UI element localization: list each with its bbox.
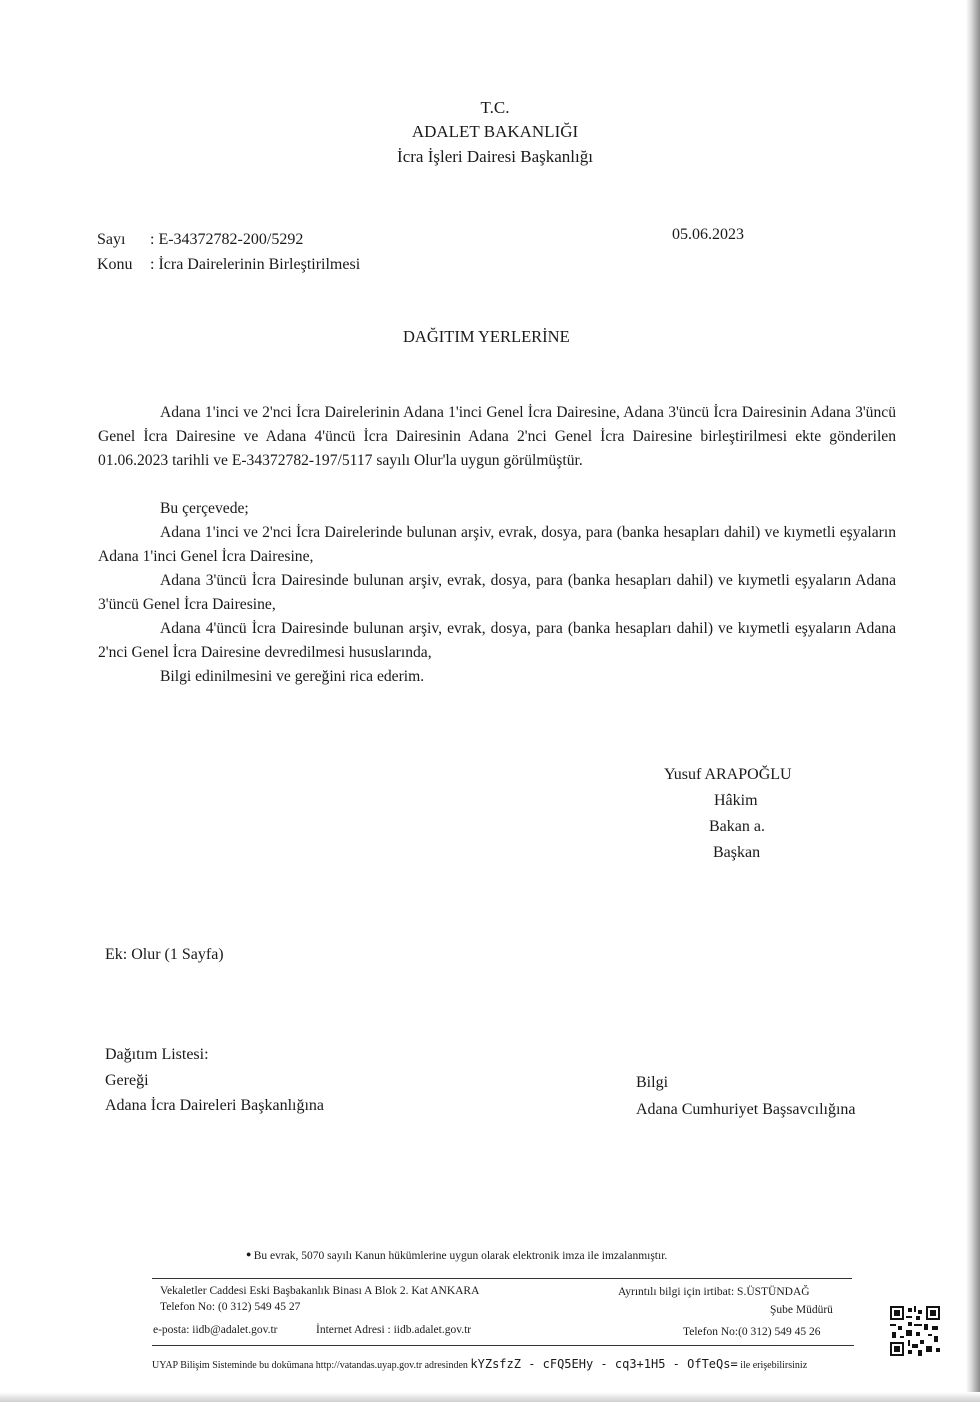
qr-code [890, 1306, 940, 1356]
footer-contact: Ayrıntılı bilgi için irtibat: S.ÜSTÜNDAĞ [618, 1286, 810, 1298]
uyap-prefix: UYAP Bilişim Sisteminde bu dokümana http://vatandas.uyap.gov.tr adresinden [152, 1360, 468, 1371]
signatory-title: Hâkim [714, 792, 758, 809]
body-paragraph-1: Adana 1'inci ve 2'nci İcra Dairelerinin Adana 1'inci Genel İcra Dairesine, Adana 3'üncü İcra Dairesinin Adana 3'üncü Genel İcra Dairesine ve Adana 4'üncü İcra Dairesinin Adana 2'nci Genel İcra Dairesine birleştirilmesi ekte gönderilen 01.06.2023 tarihli ve E-34372782-197/5117 sayılı Olur'la uygun görülmüştür. [98, 404, 896, 469]
body-paragraph-5: Adana 4'üncü İcra Dairesinde bulunan arşiv, evrak, dosya, para (banka hesapları dahil) ve kıymetli eşyaların Adana 2'nci Genel İcra Dairesine devredilmesi hususlarında, [98, 620, 896, 661]
footer-bottom-rule [152, 1345, 854, 1346]
sayi-label: Sayı [97, 231, 126, 248]
distribution-heading: Dağıtım Listesi: [105, 1046, 209, 1063]
signatory-on-behalf: Bakan a. [709, 818, 765, 835]
sayi-value: : E-34372782-200/5292 [150, 231, 304, 248]
body-paragraph-3: Adana 1'inci ve 2'nci İcra Dairelerinde bulunan arşiv, evrak, dosya, para (banka hesapları dahil) ve kıymetli eşyaların Adana 1'inci Genel İcra Dairesine, [98, 524, 896, 565]
signatory-role: Başkan [713, 844, 761, 861]
footer-phone: Telefon No: (0 312) 549 45 27 [160, 1301, 301, 1313]
attachment-note: Ek: Olur (1 Sayfa) [105, 946, 224, 963]
body-paragraph-2: Bu çerçevede; [160, 500, 249, 517]
esign-note-text: Bu evrak, 5070 sayılı Kanun hükümlerine uygun olarak elektronik imza ile imzalanmıştır. [253, 1250, 668, 1262]
bullet-icon: ● [246, 1249, 254, 1259]
footer-address: Vekaletler Caddesi Eski Başbakanlık Binası A Blok 2. Kat ANKARA [160, 1285, 480, 1297]
header-department: İcra İşleri Dairesi Başkanlığı [397, 147, 593, 166]
distribution-gerekli-label: Gereği [105, 1072, 149, 1089]
uyap-verification-code: kYZsfzZ - cFQ5EHy - cq3+1H5 - OfTeQs= [470, 1357, 738, 1371]
distribution-bilgi-item: Adana Cumhuriyet Başsavcılığına [636, 1101, 856, 1118]
konu-label: Konu [97, 256, 133, 273]
header-ministry: ADALET BAKANLIĞI [411, 122, 579, 141]
footer-web: İnternet Adresi : iidb.adalet.gov.tr [316, 1324, 472, 1336]
body-paragraph-6: Bilgi edinilmesini ve gereğini rica ederim. [160, 668, 425, 685]
signatory-name: Yusuf ARAPOĞLU [664, 766, 792, 783]
footer-email: e-posta: iidb@adalet.gov.tr [153, 1324, 278, 1336]
footer-contact-phone: Telefon No:(0 312) 549 45 26 [683, 1326, 821, 1338]
distribution-gerekli-item: Adana İcra Daireleri Başkanlığına [105, 1097, 325, 1114]
scan-bottom-edge [0, 1392, 980, 1402]
header-tc: T.C. [480, 98, 510, 117]
distribution-bilgi-label: Bilgi [636, 1074, 669, 1091]
addressee: DAĞITIM YERLERİNE [403, 327, 570, 346]
uyap-access-line [152, 1357, 807, 1371]
body-paragraph-4: Adana 3'üncü İcra Dairesinde bulunan arşiv, evrak, dosya, para (banka hesapları dahil) ve kıymetli eşyaların Adana 3'üncü Genel İcra Dairesine, [98, 572, 896, 613]
document-date: 05.06.2023 [672, 226, 744, 243]
esign-note [246, 1249, 667, 1262]
scan-edge [966, 0, 980, 1402]
footer-contact-title: Şube Müdürü [770, 1304, 833, 1316]
uyap-suffix: ile erişebilirsiniz [740, 1360, 808, 1371]
footer-top-rule [152, 1278, 852, 1279]
konu-value: : İcra Dairelerinin Birleştirilmesi [150, 256, 361, 273]
